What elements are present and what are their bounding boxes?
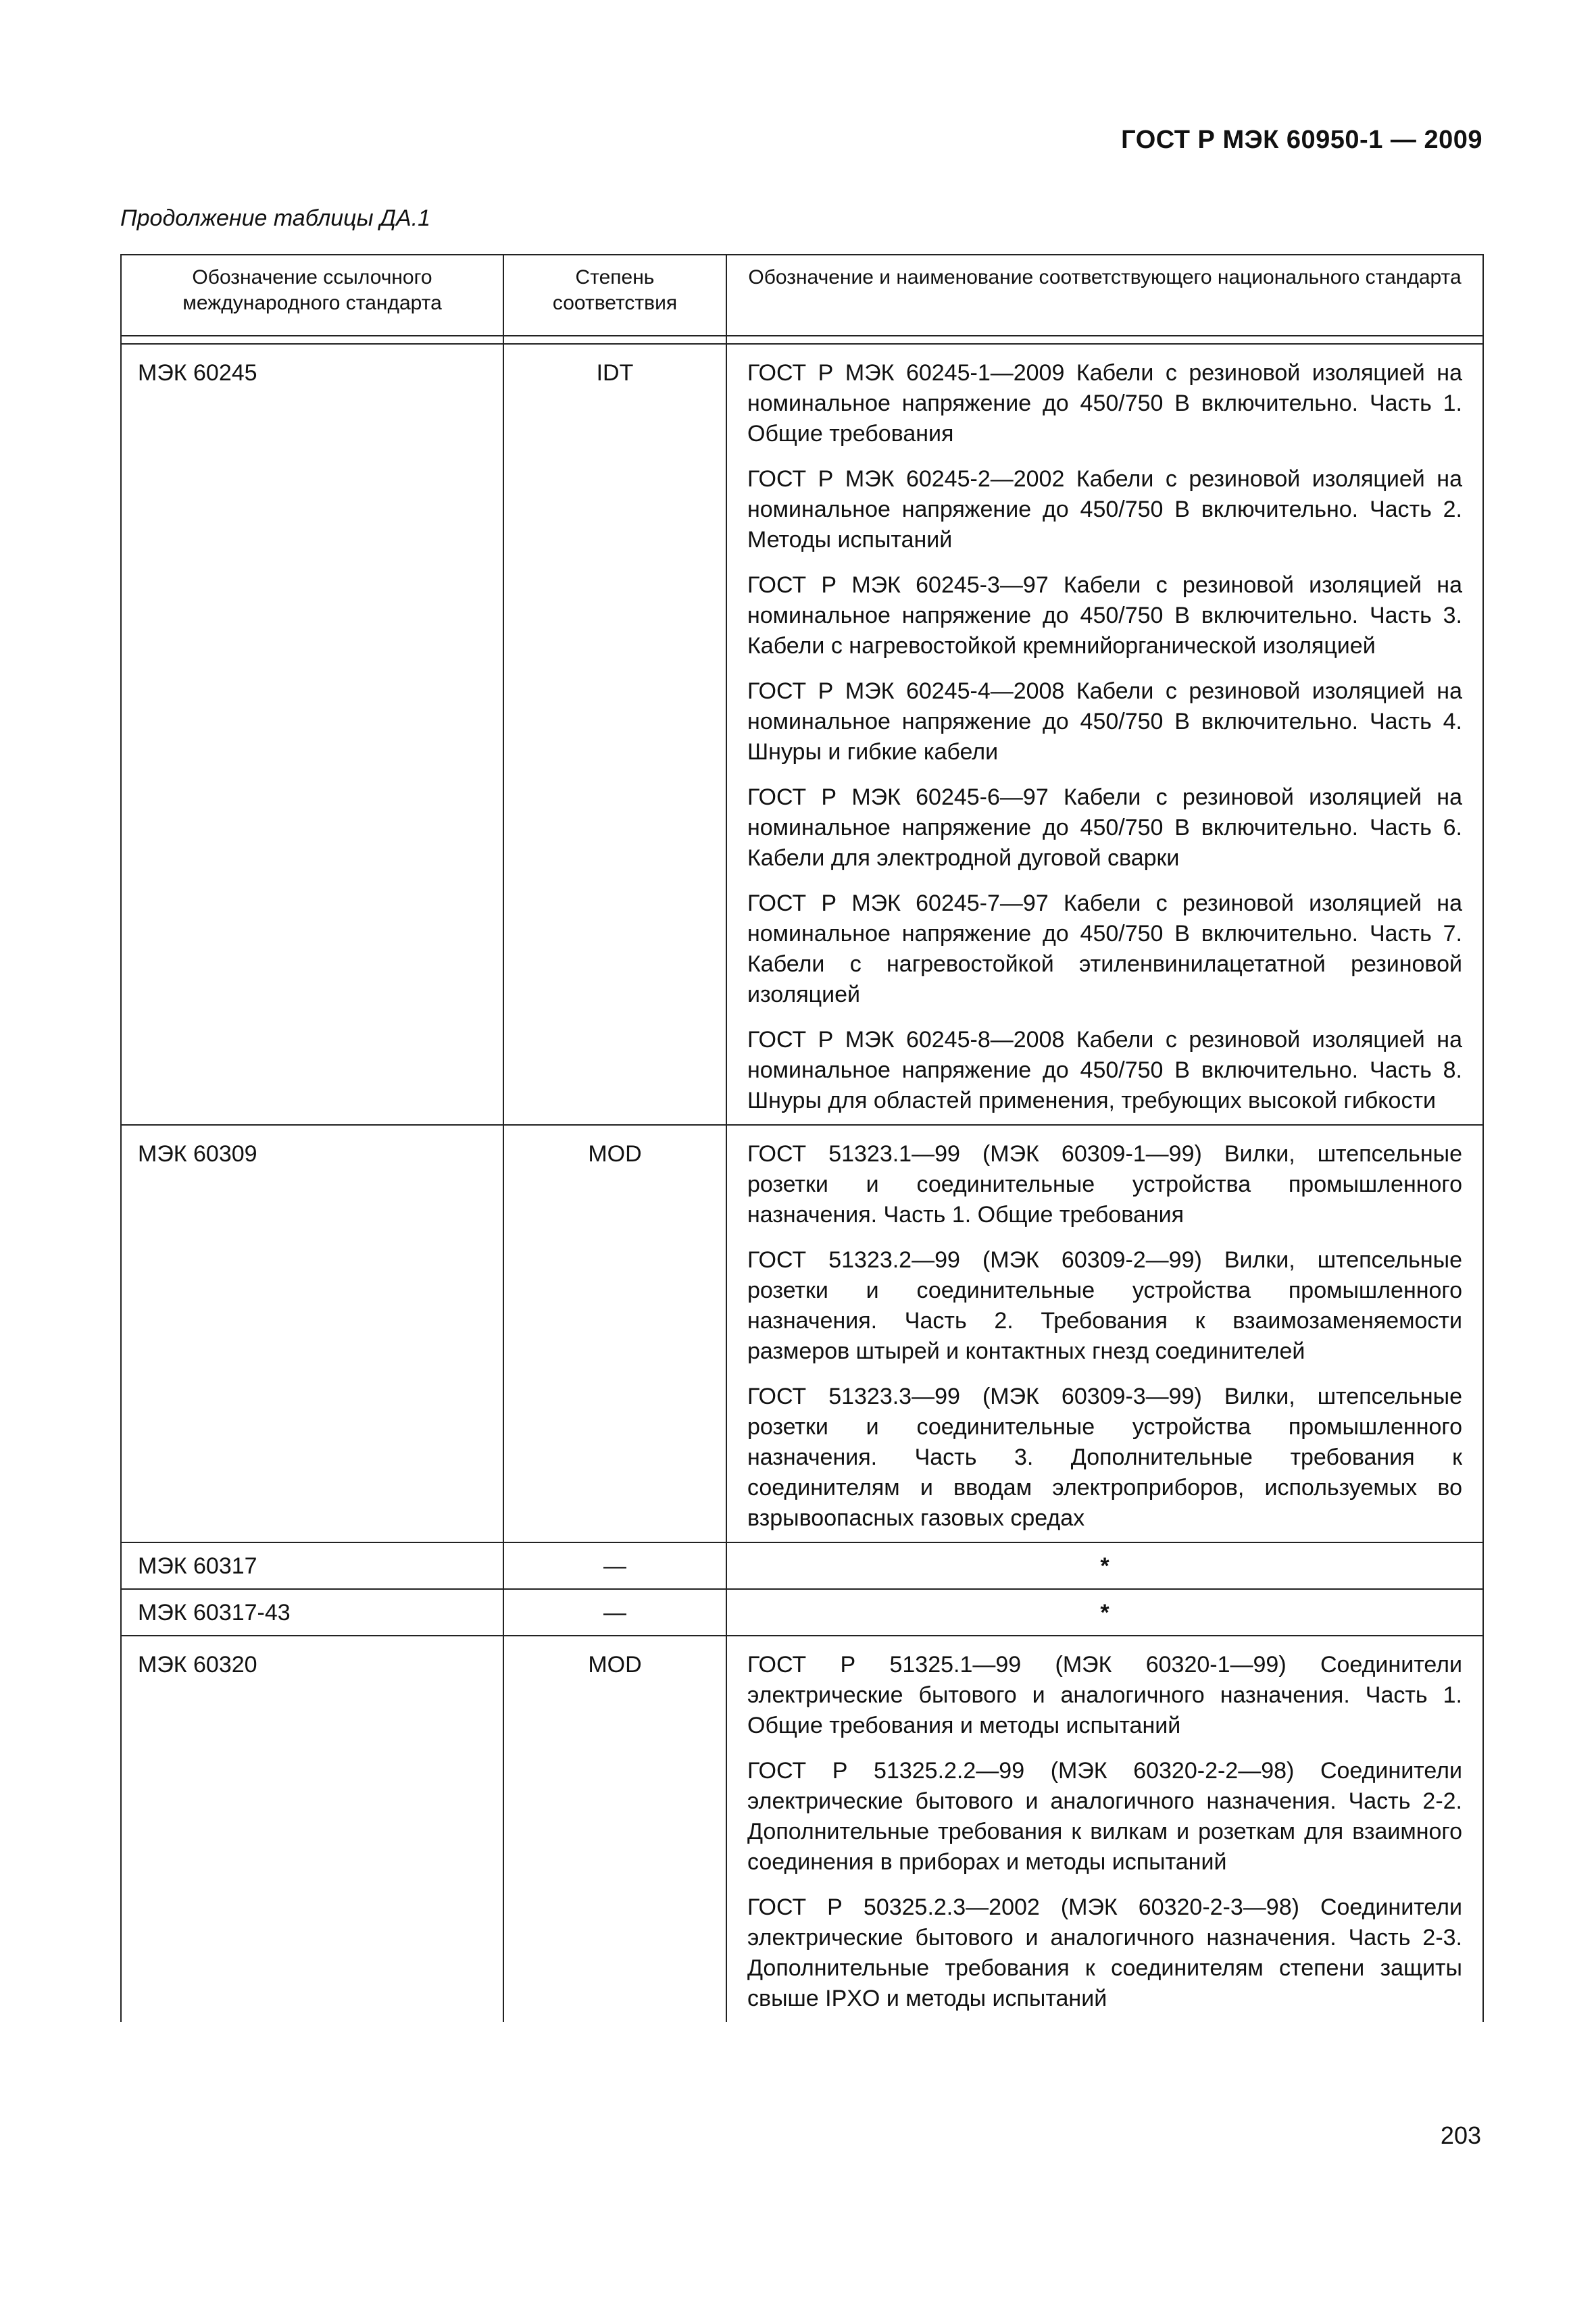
national-standard-entry: ГОСТ Р 51325.2.2—99 (МЭК 60320-2-2—98) Соединители электрические бытового и аналогичного назначения. Часть 2-2. Дополнительные требования к вилкам и розеткам для взаимного соединения в приборах и методы испытаний [747,1758,1462,1875]
document-code: ГОСТ Р МЭК 60950-1 — 2009 [1121,126,1482,154]
column-header-ref: Обозначение ссылочного международного стандарта [121,255,503,336]
national-standard-entry: ГОСТ Р 51325.1—99 (МЭК 60320-1—99) Соединители электрические бытового и аналогичного назначения. Часть 1. Общие требования и методы испытаний [747,1652,1462,1738]
page-number: 203 [1440,2121,1481,2149]
ref-standard-cell: МЭК 60245 [121,344,503,1125]
degree-cell: MOD [503,1125,726,1542]
ref-standard-cell: МЭК 60317-43 [121,1589,503,1636]
table-row [121,344,1483,1125]
table-row [121,1589,1483,1636]
column-header-national: Обозначение и наименование соответствующего национального стандарта [726,255,1483,336]
national-standards-cell [726,1636,1483,2022]
national-standards-cell: * [726,1589,1483,1636]
national-standard-entry: ГОСТ Р МЭК 60245-3—97 Кабели с резиновой изоляцией на номинальное напряжение до 450/750 В включительно. Часть 3. Кабели с нагревостойкой кремнийорганической изоляцией [747,572,1462,659]
degree-cell: IDT [503,344,726,1125]
national-standard-entry: ГОСТ Р МЭК 60245-4—2008 Кабели с резиновой изоляцией на номинальное напряжение до 450/750 В включительно. Часть 4. Шнуры и гибкие кабели [747,678,1462,765]
national-standards-cell [726,1125,1483,1542]
national-standards-cell: * [726,1542,1483,1589]
national-standard-entry: ГОСТ Р МЭК 60245-2—2002 Кабели с резиновой изоляцией на номинальное напряжение до 450/750 В включительно. Часть 2. Методы испытаний [747,466,1462,553]
national-standard-entry: ГОСТ 51323.1—99 (МЭК 60309-1—99) Вилки, штепсельные розетки и соединительные устройства промышленного назначения. Часть 1. Общие требования [747,1141,1462,1228]
national-standards-cell [726,344,1483,1125]
table-row [121,1636,1483,2022]
ref-standard-cell: МЭК 60317 [121,1542,503,1589]
degree-cell: MOD [503,1636,726,2022]
national-standard-entry: ГОСТ Р 50325.2.3—2002 (МЭК 60320-2-3—98) Соединители электрические бытового и аналогичного назначения. Часть 2-3. Дополнительные требования к соединителям степени защиты свыше IPXO и методы испытаний [747,1894,1462,2011]
degree-cell: — [503,1542,726,1589]
table-row [121,1542,1483,1589]
table-caption: Продолжение таблицы ДА.1 [120,205,431,231]
national-standard-entry: ГОСТ 51323.2—99 (МЭК 60309-2—99) Вилки, штепсельные розетки и соединительные устройства промышленного назначения. Часть 2. Требования к взаимозаменяемости размеров штырей и контактных гнезд соединителей [747,1247,1462,1364]
table-row [121,1125,1483,1542]
ref-standard-cell: МЭК 60320 [121,1636,503,2022]
national-standard-entry: ГОСТ 51323.3—99 (МЭК 60309-3—99) Вилки, штепсельные розетки и соединительные устройства промышленного назначения. Часть 3. Дополнительные требования к соединителям и вводам электроприборов, используемых во взрывоопасных газовых средах [747,1384,1462,1531]
national-standard-entry: ГОСТ Р МЭК 60245-7—97 Кабели с резиновой изоляцией на номинальное напряжение до 450/750 В включительно. Часть 7. Кабели с нагревостойкой этиленвинилацетатной резиновой изоляцией [747,890,1462,1007]
table-header-row [121,255,1483,336]
ref-standard-cell: МЭК 60309 [121,1125,503,1542]
standards-table [120,254,1484,2022]
national-standard-entry: ГОСТ Р МЭК 60245-1—2009 Кабели с резиновой изоляцией на номинальное напряжение до 450/750 В включительно. Часть 1. Общие требования [747,360,1462,447]
header-double-rule [121,336,1483,344]
column-header-degree: Степень соответствия [503,255,726,336]
degree-cell: — [503,1589,726,1636]
national-standard-entry: ГОСТ Р МЭК 60245-8—2008 Кабели с резиновой изоляцией на номинальное напряжение до 450/750 В включительно. Часть 8. Шнуры для областей применения, требующих высокой гибкости [747,1027,1462,1113]
national-standard-entry: ГОСТ Р МЭК 60245-6—97 Кабели с резиновой изоляцией на номинальное напряжение до 450/750 В включительно. Часть 6. Кабели для электродной дуговой сварки [747,784,1462,871]
